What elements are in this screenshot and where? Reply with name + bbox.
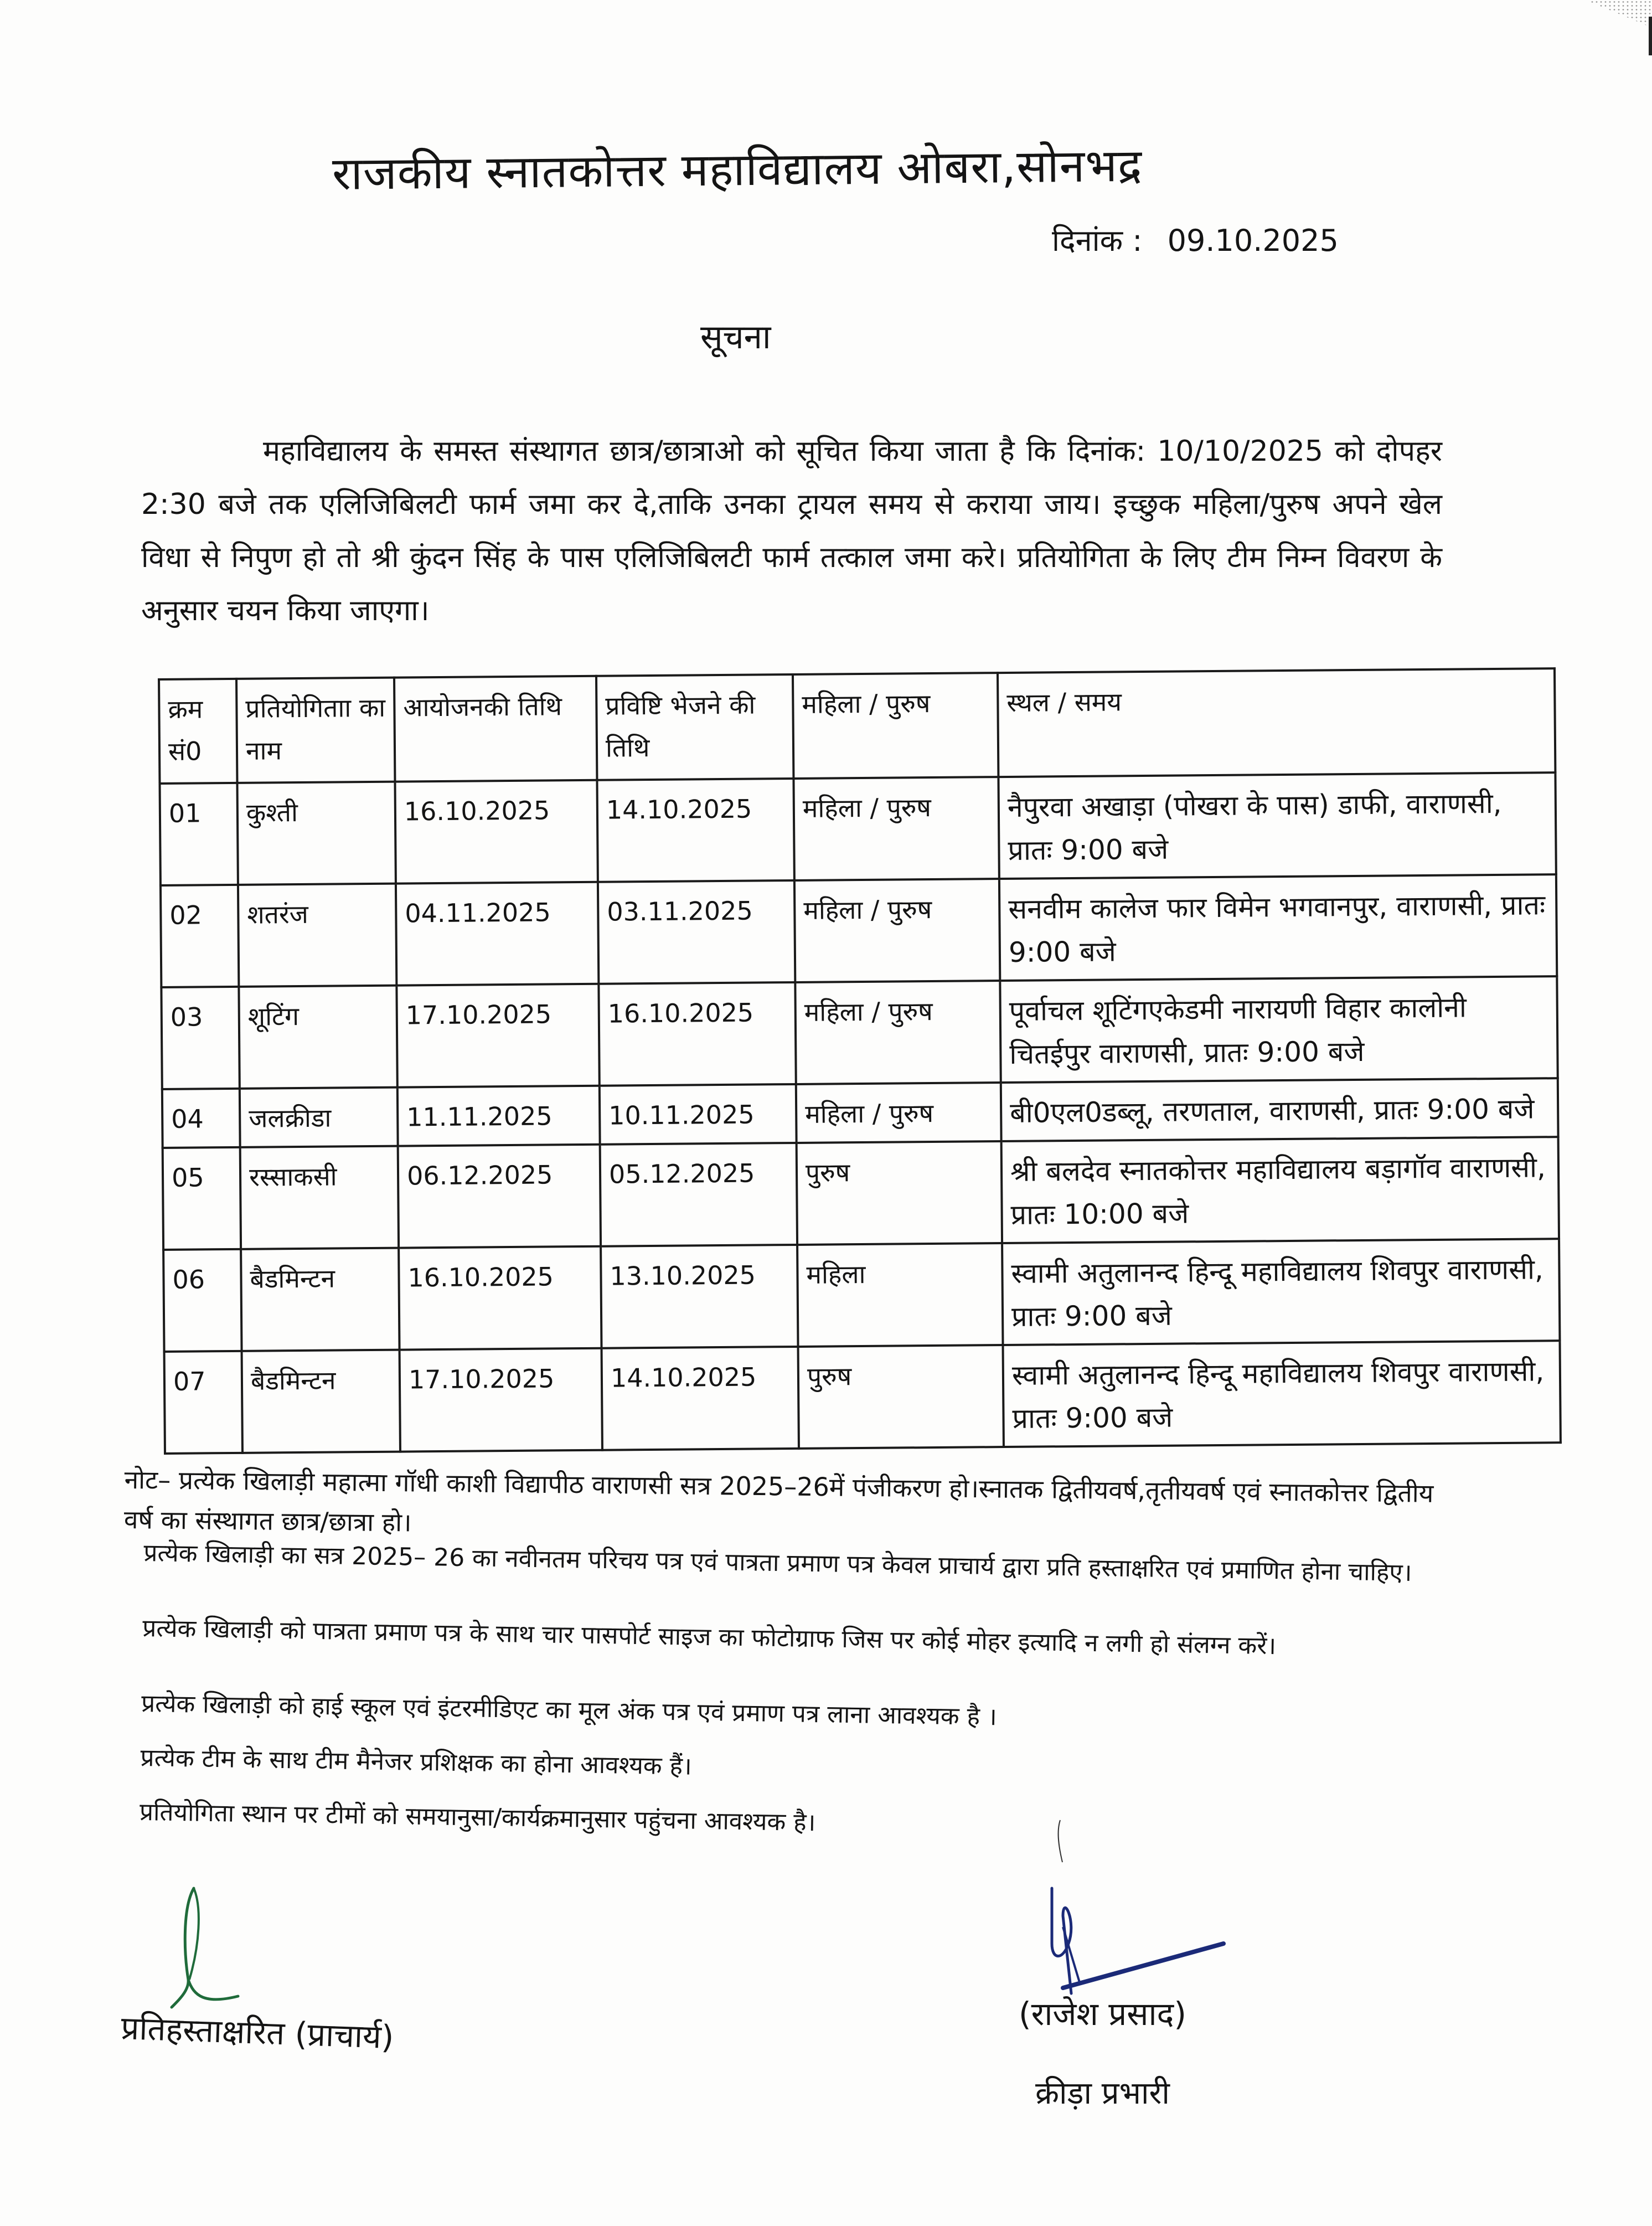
- cell-event-date: 17.10.2025: [400, 1348, 602, 1452]
- cell-venue: श्री बलदेव स्नातकोत्तर महाविद्यालय बड़ागॉव वाराणसी, प्रातः 10:00 बजे: [1001, 1137, 1559, 1243]
- sports-incharge-title: क्रीड़ा प्रभारी: [1035, 2075, 1170, 2111]
- cell-serial-no: 01: [159, 783, 238, 885]
- header-venue-time: स्थल / समय: [998, 668, 1555, 777]
- cell-event-date: 16.10.2025: [399, 1246, 601, 1350]
- header-entry-date: प्रविष्टि भेजने की तिथि: [596, 674, 793, 780]
- cell-serial-no: 07: [164, 1351, 242, 1454]
- cell-entry-date: 16.10.2025: [598, 982, 796, 1086]
- rule-item: प्रत्येक खिलाड़ी को हाई स्कूल एवं इंटरमीडिएट का मूल अंक पत्र एवं प्रमाण पत्र लाना आवश्यक है ।: [141, 1689, 998, 1732]
- cell-venue: सनवीम कालेज फार विमेन भगवानपुर, वाराणसी, प्रातः 9:00 बजे: [999, 874, 1557, 981]
- header-serial-no: क्रम सं0: [159, 679, 237, 784]
- cell-serial-no: 06: [163, 1249, 241, 1352]
- institution-title: राजकीय स्नातकोत्तर महाविद्यालय ओबरा,सोनभद्र: [332, 139, 1143, 200]
- header-event-name: प्रतियोगिताा का नाम: [236, 678, 395, 783]
- cell-category: महिला / पुरुष: [794, 879, 1000, 982]
- cell-event-date: 11.11.2025: [397, 1086, 600, 1146]
- principal-countersign-block: [120, 1993, 509, 2057]
- cell-entry-date: 05.12.2025: [600, 1143, 797, 1246]
- table-row: [161, 976, 1557, 1089]
- intro-paragraph: महाविद्यालय के समस्त संस्थागत छात्र/छात्राओ को सूचित किया जाता है कि दिनांक: 10/10/2025 को दोपहर 2:30 बजे तक एलिजिबिलटी फार्म जमा कर दे,ताकि उनका ट्रायल समय से कराया जाय। इच्छुक महिला/पुरुष अपने खेल विधा से निपुण हो तो श्री कुंदन सिंह के पास एलिजिबिलटी फार्म तत्काल जमा करे। प्रतियोगिता के लिए टीम निम्न विवरण के अनुसार चयन किया जाएगा।: [141, 435, 1443, 627]
- table-row: [162, 1078, 1558, 1148]
- rule-item: प्रतियोगिता स्थान पर टीमों को समयानुसा/कार्यक्रमानुसार पहुंचना आवश्यक है।: [139, 1797, 816, 1837]
- date-value: 09.10.2025: [1167, 223, 1339, 258]
- cell-event-date: 16.10.2025: [395, 780, 597, 884]
- header-category: महिला / पुरुष: [793, 673, 998, 779]
- cell-event-name: कुश्ती: [237, 782, 395, 885]
- cell-serial-no: 03: [161, 987, 239, 1089]
- table-row: [163, 1137, 1559, 1250]
- cell-category: महिला / पुरुष: [795, 981, 1000, 1084]
- events-table: [158, 667, 1562, 1455]
- table-row: [161, 874, 1557, 987]
- cell-entry-date: 10.11.2025: [600, 1084, 797, 1145]
- events-table-wrapper: [158, 667, 1562, 1455]
- cell-serial-no: 04: [162, 1089, 240, 1148]
- rule-item: प्रत्येक खिलाड़ी का सत्र 2025– 26 का नवीनतम परिचय पत्र एवं पात्रता प्रमाण पत्र केवल प्राचार्य द्वारा प्रति हस्ताक्षरित एवं प्रमाणित होना चाहिए।: [143, 1538, 1412, 1587]
- header-event-date: आयोजनकी तिथि: [394, 676, 597, 782]
- table-row: [164, 1341, 1561, 1454]
- rule-item: प्रत्येक खिलाड़ी को पात्रता प्रमाण पत्र के साथ चार पासपोर्ट साइज का फोटोग्राफ जिस पर कोई मोहर इत्यादि न लगी हो संलग्न करें।: [142, 1614, 1277, 1661]
- cell-venue: बी0एल0डब्लू, तरणताल, वाराणसी, प्रातः 9:00 बजे: [1001, 1078, 1558, 1141]
- cell-event-name: शतरंज: [238, 884, 396, 987]
- scan-noise-corner: [1586, 0, 1652, 28]
- rule-item: प्रत्येक टीम के साथ टीम मैनेजर प्रशिक्षक का होना आवश्यक हैं।: [140, 1743, 693, 1781]
- eligibility-note: नोट– प्रत्येक खिलाड़ी महात्मा गॉधी काशी विद्यापीठ वाराणसी सत्र 2025–26में पंजीकरण हो।स्नातक द्वितीयवर्ष,तृतीयवर्ष एवं स्नातकोत्तर द्वितीय वर्ष का संस्थागत छात्र/छात्रा हो।: [123, 1464, 1434, 1538]
- cell-venue: नैपुरवा अखाड़ा (पोखरा के पास) डाफी, वाराणसी, प्रातः 9:00 बजे: [998, 772, 1556, 879]
- cell-event-name: रस्साकसी: [240, 1146, 399, 1249]
- notice-heading: सूचना: [700, 318, 771, 357]
- cell-venue: स्वामी अतुलानन्द हिन्दू महाविद्यालय शिवपुर वाराणसी, प्रातः 9:00 बजे: [1003, 1341, 1561, 1447]
- date-label: दिनांक :: [1052, 223, 1143, 258]
- cell-event-name: बैडमिन्टन: [242, 1350, 400, 1453]
- cell-entry-date: 13.10.2025: [601, 1245, 798, 1348]
- cell-event-date: 04.11.2025: [396, 882, 598, 986]
- scan-edge-mark: [1649, 17, 1652, 55]
- cell-event-date: 17.10.2025: [396, 984, 599, 1088]
- cell-event-name: बैडमिन्टन: [241, 1248, 399, 1351]
- cell-entry-date: 14.10.2025: [597, 779, 794, 882]
- sports-incharge-name: (राजेश प्रसाद): [1019, 1995, 1186, 2033]
- cell-category: पुरुष: [797, 1141, 1002, 1245]
- cell-event-name: जलक्रीडा: [240, 1088, 398, 1147]
- cell-event-name: शूटिंग: [239, 986, 397, 1089]
- cell-entry-date: 03.11.2025: [598, 880, 795, 984]
- cell-serial-no: 05: [163, 1147, 241, 1250]
- cell-venue: स्वामी अतुलानन्द हिन्दू महाविद्यालय शिवपुर वाराणसी, प्रातः 9:00 बजे: [1002, 1239, 1560, 1345]
- cell-entry-date: 14.10.2025: [602, 1347, 799, 1450]
- principal-signature-icon: [155, 1885, 244, 2013]
- stray-pen-mark: [1055, 1819, 1066, 1863]
- cell-venue: पूर्वाचल शूटिंगएकेडमी नारायणी विहार कालोनी चितईपुर वाराणसी, प्रातः 9:00 बजे: [1000, 976, 1557, 1083]
- rules-list: [139, 1534, 1462, 1868]
- table-header-row: [159, 668, 1555, 784]
- cell-event-date: 06.12.2025: [398, 1145, 601, 1248]
- cell-category: महिला / पुरुष: [793, 777, 999, 880]
- cell-serial-no: 02: [161, 885, 239, 987]
- notice-date: [1052, 219, 1339, 260]
- cell-category: महिला: [797, 1243, 1003, 1347]
- table-row: [163, 1239, 1560, 1352]
- cell-category: पुरुष: [798, 1345, 1004, 1449]
- principal-countersign-label: प्रतिहस्ताक्षरित (प्राचार्य): [120, 2008, 395, 2057]
- cell-category: महिला / पुरुष: [796, 1083, 1001, 1143]
- table-row: [159, 772, 1556, 885]
